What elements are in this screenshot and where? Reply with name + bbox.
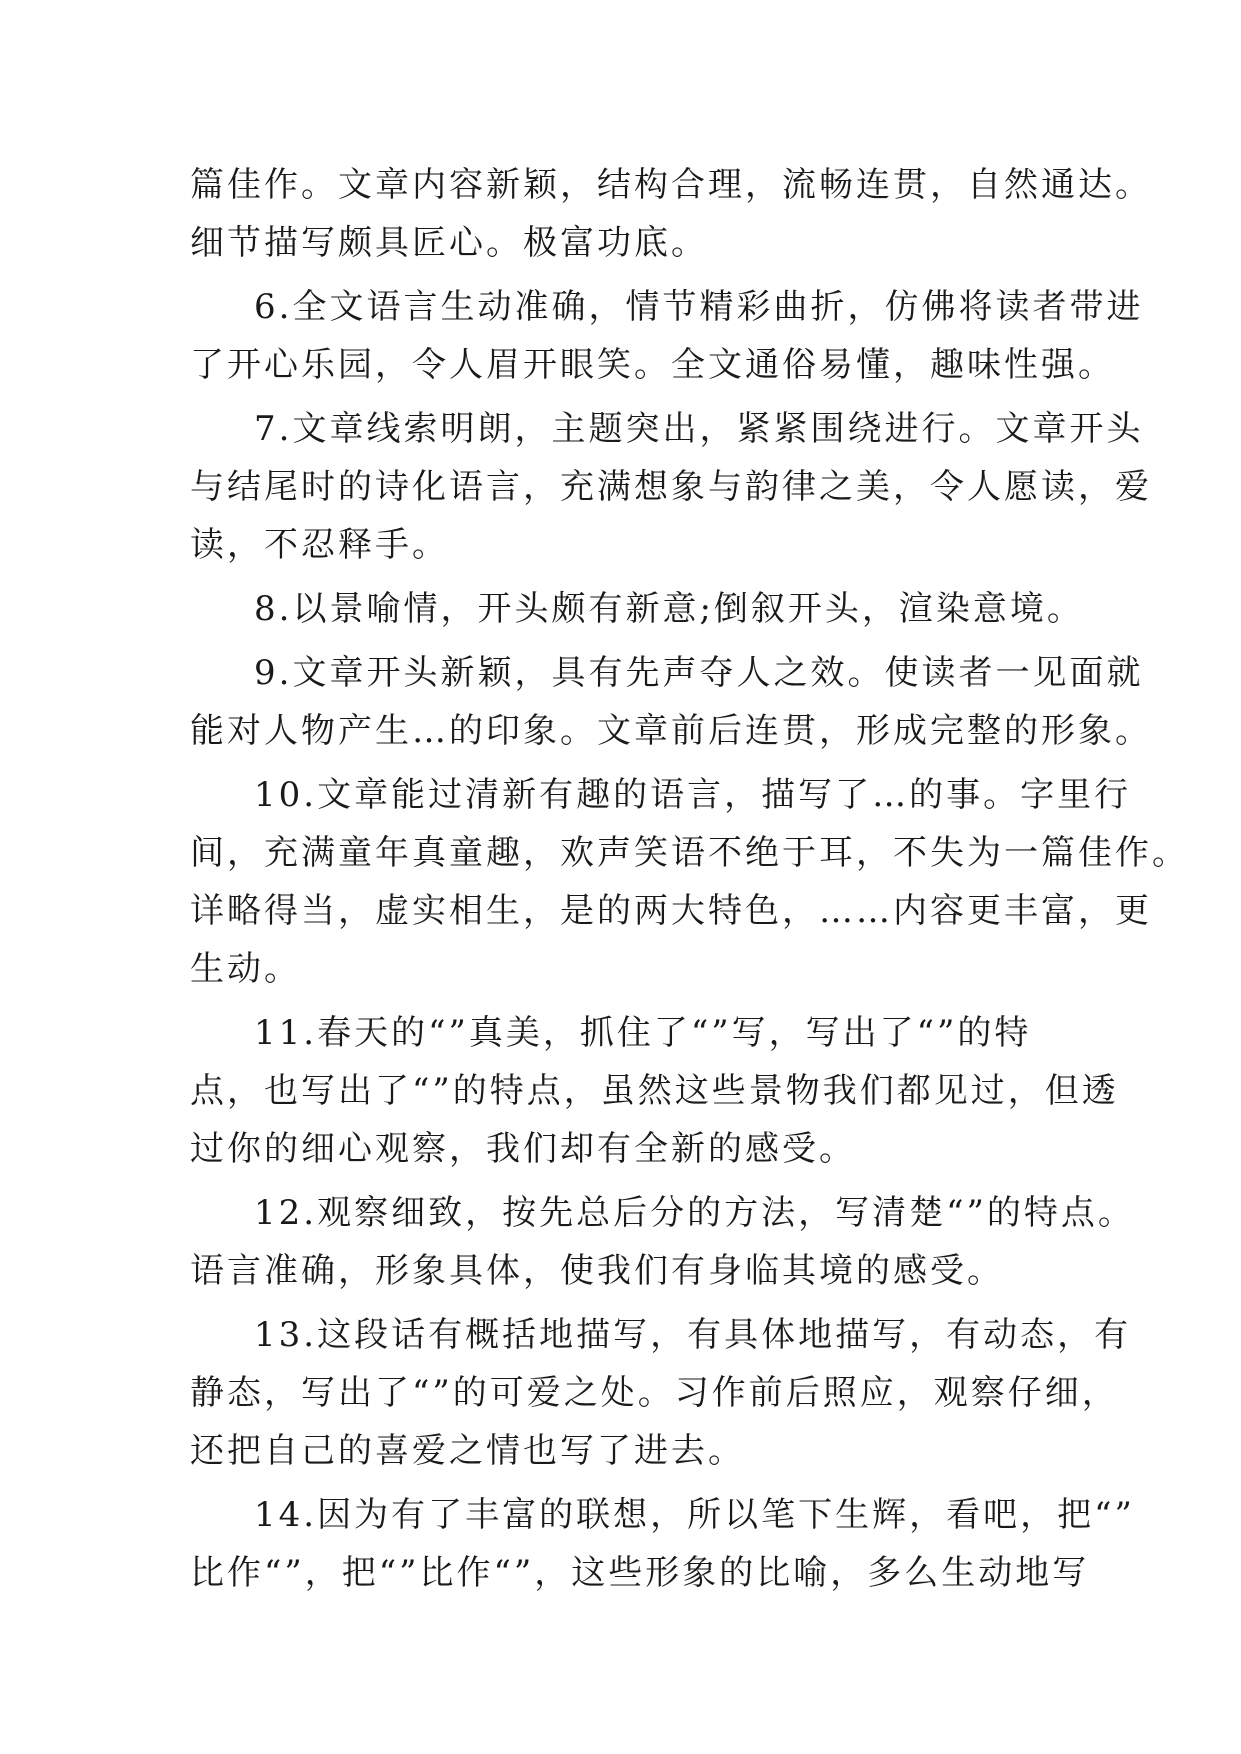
text-line: 能对人物产生…的印象。文章前后连贯，形成完整的形象。 — [190, 711, 1152, 751]
text-line: 7.文章线索明朗，主题突出，紧紧围绕进行。文章开头 — [254, 409, 1144, 449]
text-line: 过你的细心观察，我们却有全新的感受。 — [190, 1129, 856, 1169]
paragraph — [190, 1004, 1119, 1178]
text-line: 9.文章开头新颖，具有先声夺人之效。使读者一见面就 — [254, 653, 1144, 693]
text-line: 13.这段话有概括地描写，有具体地描写，有动态，有 — [254, 1315, 1132, 1355]
paragraph — [190, 644, 1152, 760]
paragraph — [190, 400, 1152, 574]
text-line: 生动。 — [190, 949, 301, 989]
paragraph — [190, 278, 1144, 394]
text-line: 14.因为有了丰富的联想，所以笔下生辉，看吧，把“” — [254, 1495, 1135, 1535]
paragraph — [190, 1306, 1132, 1480]
text-line: 静态，写出了“”的可爱之处。习作前后照应，观察仔细， — [190, 1373, 1119, 1413]
document-body — [190, 156, 1189, 1608]
text-line: 读，不忍释手。 — [190, 525, 449, 565]
text-line: 比作“”，把“”比作“”，这些形象的比喻，多么生动地写 — [190, 1553, 1090, 1593]
text-line: 11.春天的“”真美，抓住了“”写，写出了“”的特 — [254, 1013, 1032, 1053]
text-line: 6.全文语言生动准确，情节精彩曲折，仿佛将读者带进 — [254, 287, 1144, 327]
text-line: 篇佳作。文章内容新颖，结构合理，流畅连贯，自然通达。 — [190, 165, 1152, 205]
paragraph — [190, 1184, 1135, 1300]
paragraph — [190, 580, 1084, 638]
text-line: 与结尾时的诗化语言，充满想象与韵律之美，令人愿读，爱 — [190, 467, 1152, 507]
text-line: 还把自己的喜爱之情也写了进去。 — [190, 1431, 745, 1471]
text-line: 了开心乐园，令人眉开眼笑。全文通俗易懂，趣味性强。 — [190, 345, 1115, 385]
paragraph — [190, 156, 1152, 272]
text-line: 细节描写颇具匠心。极富功底。 — [190, 223, 708, 263]
text-line: 间，充满童年真童趣，欢声笑语不绝于耳，不失为一篇佳作。 — [190, 833, 1189, 873]
text-line: 12.观察细致，按先总后分的方法，写清楚“”的特点。 — [254, 1193, 1135, 1233]
paragraph — [190, 1486, 1135, 1602]
text-line: 语言准确，形象具体，使我们有身临其境的感受。 — [190, 1251, 1004, 1291]
text-line: 10.文章能过清新有趣的语言，描写了…的事。字里行 — [254, 775, 1132, 815]
text-line: 详略得当，虚实相生，是的两大特色，……内容更丰富，更 — [190, 891, 1152, 931]
text-line: 8.以景喻情，开头颇有新意;倒叙开头，渲染意境。 — [254, 589, 1084, 629]
text-line: 点，也写出了“”的特点，虽然这些景物我们都见过，但透 — [190, 1071, 1119, 1111]
paragraph — [190, 766, 1189, 998]
